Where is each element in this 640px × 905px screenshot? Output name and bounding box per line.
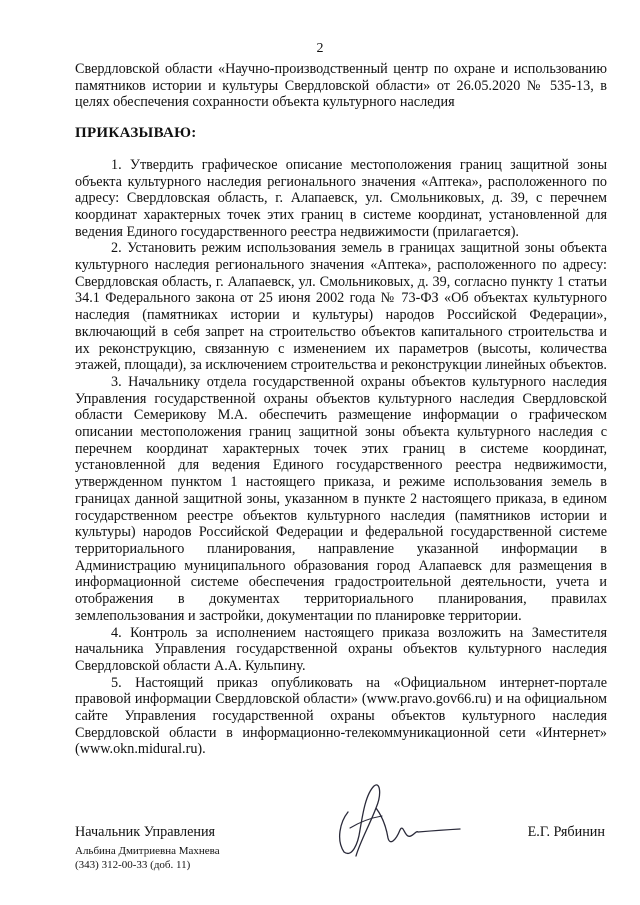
order-item-1: 1. Утвердить графическое описание местоположения границ защитной зоны объекта культурного наследия регионального значения «Аптека», расположенного по адресу: Свердловская область, г. Алапаевск, ул. Смольниковых, д. 39, с перечнем координат характерных точек этих границ в системе координат, установленной для ведения Единого государственного реестра недвижимости (прилагается). — [75, 156, 607, 240]
executor-name: Альбина Дмитриевна Махнева — [75, 845, 220, 857]
order-item-3: 3. Начальнику отдела государственной охраны объектов культурного наследия Управления государственной охраны объектов культурного наследия Свердловской области Семерикову М.А. обеспечить размещение информации о графическом описании местоположения границ защитной зоны объекта культурного наследия с перечнем координат характерных точек этих границ в системе координат, установленной для ведения Единого государственного реестра недвижимости, утвержденном пунктом 1 настоящего приказа, и режиме использования земель в границах данной защитной зоны, указанном в пункте 2 настоящего приказа, в едином государственном реестре объектов культурного наследия (памятников истории и культуры) народов Российской Федерации и федеральной государственной системе территориального планирования, направление указанной информации в Администрацию муниципального образования город Алапаевск для размещения в информационной системе обеспечения градостроительной деятельности, учета и отображения в документах территориального планирования, правилах землепользования и застройки, документации по планировке территории. — [75, 373, 607, 624]
order-title: ПРИКАЗЫВАЮ: — [75, 125, 197, 142]
intro-paragraph: Свердловской области «Научно-производственный центр по охране и использованию памятников истории и культуры Свердловской области» от 26.05.2020 № 535-13, в целях обеспечения сохранности объекта культурного наследия — [75, 61, 607, 111]
document-body — [75, 61, 607, 758]
handwritten-signature — [330, 782, 470, 862]
signatory-name: Е.Г. Рябинин — [527, 824, 605, 840]
executor-phone: (343) 312-00-33 (доб. 11) — [75, 859, 191, 871]
executor-info — [75, 844, 220, 872]
order-item-5: 5. Настоящий приказ опубликовать на «Официальном интернет-портале правовой информации Свердловской области» (www.pravo.gov66.ru) и на официальном сайте Управления государственной охраны объектов культурного наследия Свердловской области в информационно-телекоммуникационной сети «Интернет» (www.okn.midural.ru). — [75, 674, 607, 758]
signatory-title: Начальник Управления — [75, 824, 216, 840]
order-item-2: 2. Установить режим использования земель в границах защитной зоны объекта культурного наследия регионального значения «Аптека», расположенного по адресу: Свердловская область, г. Алапаевск, ул. Смольниковых, д. 39, согласно пункту 1 статьи 34.1 Федерального закона от 25 июня 2002 года № 73-ФЗ «Об объектах культурного наследия (памятниках истории и культуры) народов Российской Федерации», включающий в себя запрет на строительство объектов капитального строительства и их реконструкцию, связанную с изменением их параметров (высоты, количества этажей, площади), за исключением строительства и реконструкции линейных объектов. — [75, 240, 607, 374]
page-number: 2 — [316, 41, 324, 56]
order-item-4: 4. Контроль за исполнением настоящего приказа возложить на Заместителя начальника Управления государственной охраны объектов культурного наследия Свердловской области А.А. Кульпину. — [75, 624, 607, 674]
